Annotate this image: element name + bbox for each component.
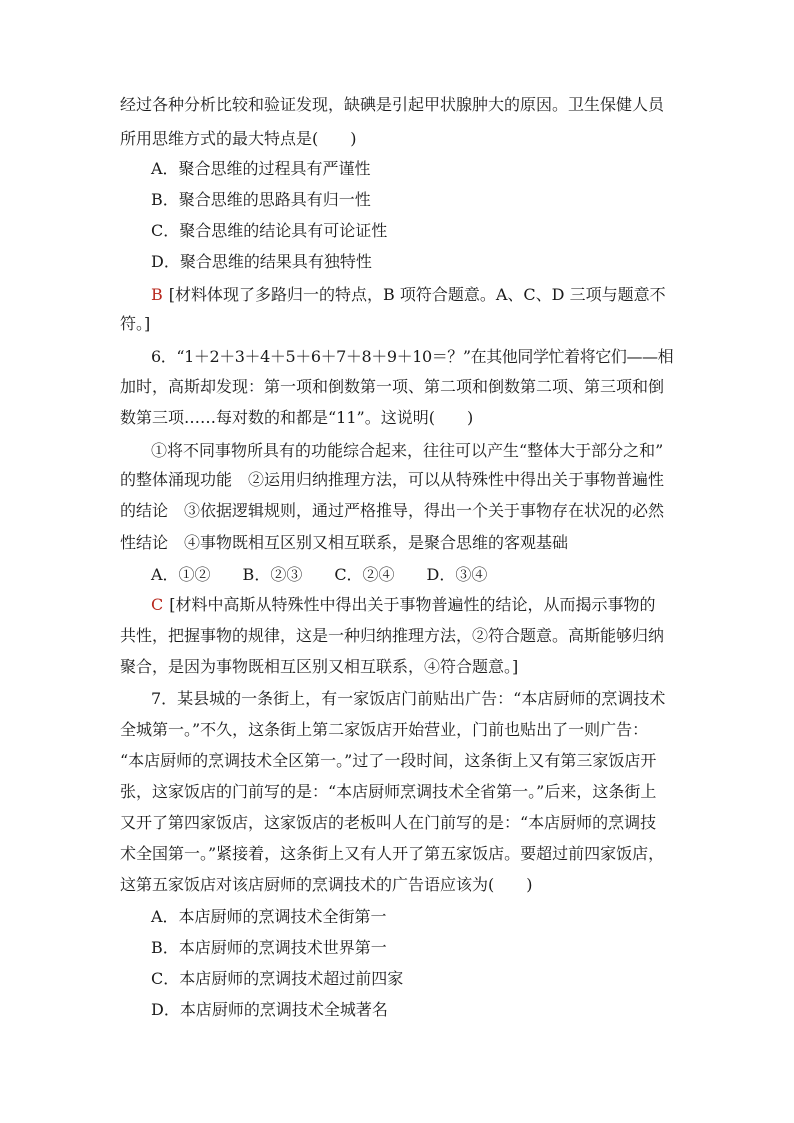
option-c: C．本店厨师的烹调技术超过前四家 (151, 969, 404, 988)
answer-letter: C (151, 595, 164, 614)
answer-explanation (151, 285, 676, 305)
answer-letter: B (151, 285, 163, 304)
question-6-stem: 6．“1＋2＋3＋4＋5＋6＋7＋8＋9＋10＝？”在其他同学忙着将它们——相 (151, 347, 674, 366)
explanation-line: 符。] (120, 314, 151, 333)
question-7-stem: 7．某县城的一条街上，有一家饭店门前贴出广告：“本店厨师的烹调技术 (151, 689, 666, 708)
question-7-stem-line: 全城第一。”不久，这条街上第二家饭店开始营业，门前也贴出了一则广告： (120, 720, 649, 739)
question-7-stem-line: 术全国第一。”紧接着，这条街上又有人开了第五家饭店。要超过前四家饭店， (120, 844, 665, 863)
question-6-statement-line: 的结论 ③依据逻辑规则，通过严格推导，得出一个关于事物存在状况的必然 (120, 501, 665, 520)
question-6-options: A．①② B．②③ C．②④ D．③④ (151, 565, 488, 584)
explanation-text: [材料体现了多路归一的特点，B 项符合题意。A、C、D 三项与题意不 (168, 285, 666, 304)
explanation-line: 聚合，是因为事物既相互区别又相互联系，④符合题意。] (120, 657, 519, 676)
question-6-stem-line: 加时，高斯却发现：第一项和倒数第一项、第二项和倒数第二项、第三项和倒 (120, 377, 665, 396)
question-stem-line: 所用思维方式的最大特点是( ) (120, 129, 357, 148)
explanation-text: [材料中高斯从特殊性中得出关于事物普遍性的结论，从而揭示事物的 (169, 595, 656, 614)
question-7-stem-line: 张，这家饭店的门前写的是：“本店厨师烹调技术全省第一。”后来，这条街上 (120, 782, 657, 801)
option-d: D．聚合思维的结果具有独特性 (151, 252, 372, 271)
option-c: C．聚合思维的结论具有可论证性 (151, 221, 388, 240)
option-b: B．聚合思维的思路具有归一性 (151, 190, 371, 209)
explanation-line: 共性，把握事物的规律，这是一种归纳推理方法，②符合题意。高斯能够归纳 (120, 626, 665, 645)
question-7-stem-line: 这第五家饭店对该店厨师的烹调技术的广告语应该为( ) (120, 875, 533, 894)
option-d: D．本店厨师的烹调技术全城著名 (151, 1000, 388, 1019)
question-6-statement-line: 的整体涌现功能 ②运用归纳推理方法，可以从特殊性中得出关于事物普遍性 (120, 470, 665, 489)
question-7-stem-line: “本店厨师的烹调技术全区第一。”过了一段时间，这条街上又有第三家饭店开 (120, 751, 657, 770)
option-b: B．本店厨师的烹调技术世界第一 (151, 938, 387, 957)
question-stem-line: 经过各种分析比较和验证发现，缺碘是引起甲状腺肿大的原因。卫生保健人员 (120, 95, 665, 114)
question-7-stem-line: 又开了第四家饭店，这家饭店的老板叫人在门前写的是：“本店厨师的烹调技 (120, 813, 657, 832)
question-6-stem-line: 数第三项……每对数的和都是“11”。这说明( ) (120, 408, 474, 427)
question-6-statement-line: ①将不同事物所具有的功能综合起来，往往可以产生“整体大于部分之和” (151, 441, 664, 460)
answer-explanation (151, 595, 676, 615)
option-a: A．本店厨师的烹调技术全街第一 (151, 907, 387, 926)
option-a: A．聚合思维的过程具有严谨性 (151, 159, 371, 178)
question-6-statement-line: 性结论 ④事物既相互区别又相互联系，是聚合思维的客观基础 (120, 533, 569, 552)
